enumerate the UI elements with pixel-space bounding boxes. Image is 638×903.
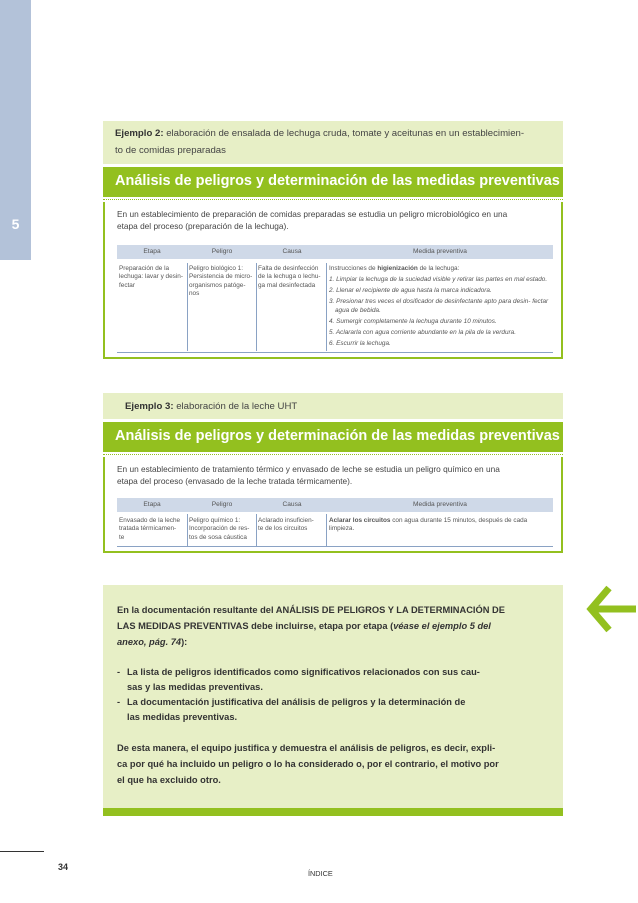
cell-peligro [189, 517, 255, 542]
header-peligro: Peligro [211, 501, 233, 508]
cell-line: Aclarado insuficien- [258, 517, 314, 524]
note-paragraph-1 [117, 602, 551, 650]
dotted-divider [103, 454, 563, 455]
example-3-section-title: Análisis de peligros y determinación de las medidas preventivas [115, 428, 560, 444]
list-line: La documentación justificativa del análisis de peligros y la determinación de [127, 697, 466, 707]
note-bottom-bar [103, 808, 563, 816]
intro-line: En un establecimiento de preparación de comidas preparadas se estudia un peligro microbiológico en una [117, 209, 508, 219]
table-bottom-rule [117, 546, 553, 547]
medida-step: 6. Escurrir la lechuga. [329, 339, 391, 347]
column-divider [326, 514, 327, 546]
note-line: ca por qué ha incluido un peligro o lo ha considerado o, por el contrario, el motivo por [117, 759, 499, 769]
header-causa: Causa [282, 248, 302, 255]
left-arrow-icon[interactable] [586, 584, 636, 634]
cell-causa [258, 265, 326, 290]
note-box [103, 585, 563, 808]
cell-line: Incorporación de res- [189, 525, 250, 533]
header-causa: Causa [282, 501, 302, 508]
cell-peligro [189, 265, 255, 299]
header-etapa: Etapa [143, 501, 161, 508]
medida-step: 1. Limpiar la lechuga de la suciedad visible y retirar las partes en mal estado. [329, 276, 548, 284]
medida-step: 4. Sumergir completamente la lechuga durante 10 minutos. [329, 317, 497, 325]
table-bottom-rule [117, 352, 553, 353]
note-line-end: ): [181, 637, 188, 647]
page-number: 34 [58, 862, 69, 872]
intro-line: En un establecimiento de tratamiento térmico y envasado de leche se estudia un peligro químico en una [117, 464, 500, 474]
medida-step: 5. Aclararla con agua corriente abundante en la pila de la verdura. [329, 328, 516, 336]
list-line: La lista de peligros identificados como significativos relacionados con sus cau- [127, 667, 480, 677]
table-header [117, 245, 553, 259]
list-line: las medidas preventivas. [127, 712, 238, 722]
example-3-intro [117, 463, 553, 487]
column-divider [256, 263, 257, 351]
cell-line: tratada térmicamen- [119, 525, 177, 533]
column-divider [187, 263, 188, 351]
cell-line: organismos patóge- [189, 281, 246, 289]
example-2-header [103, 121, 563, 164]
footer-rule [0, 851, 44, 852]
dotted-divider [103, 199, 563, 200]
medida-intro-bold: higienización [377, 265, 418, 272]
cell-line: Peligro biológico 1: [189, 265, 243, 272]
cell-line: Persistencia de micro- [189, 273, 253, 281]
list-dash: - [117, 667, 121, 677]
intro-line: etapa del proceso (preparación de la lechuga). [117, 221, 289, 231]
cell-medida [329, 265, 555, 351]
cell-line: te [119, 533, 125, 541]
example-2-label: Ejemplo 2: [115, 128, 164, 139]
note-line: LAS MEDIDAS PREVENTIVAS debe incluirse, etapa por etapa ( [117, 621, 394, 631]
header-etapa: Etapa [143, 248, 161, 255]
column-divider [326, 263, 327, 351]
cell-line: ga mal desinfectada [258, 281, 316, 289]
header-medida: Medida preventiva [413, 501, 467, 508]
note-line: En la documentación resultante del ANÁLISIS DE PELIGROS Y LA DETERMINACIÓN DE [117, 605, 505, 615]
medida-step: 2. Llenar el recipiente de agua hasta la marca indicadora. [329, 287, 492, 295]
medida-intro: Instrucciones de [329, 265, 378, 272]
example-3-section-bar [103, 422, 563, 452]
example-3-text: elaboración de la leche UHT [176, 401, 298, 412]
cell-line: Envasado de la leche [119, 517, 181, 524]
note-reference: véase el ejemplo 5 del [393, 621, 491, 631]
example-2-text-cont: to de comidas preparadas [115, 145, 226, 156]
header-medida: Medida preventiva [413, 248, 467, 255]
cell-etapa [119, 265, 185, 290]
note-line: el que ha excluido otro. [117, 775, 221, 785]
medida-text: con agua durante 15 minutos, después de cada [390, 517, 528, 524]
chapter-number: 5 [11, 216, 20, 232]
header-peligro: Peligro [211, 248, 233, 255]
list-line: sas y las medidas preventivas. [127, 682, 263, 692]
example-2-body [103, 202, 563, 359]
cell-line: de la lechuga o lechu- [258, 273, 321, 281]
index-link[interactable]: ÍNDICE [308, 869, 333, 878]
medida-intro-end: de la lechuga: [417, 265, 460, 272]
example-3-header [103, 393, 563, 419]
intro-line: etapa del proceso (envasado de la leche tratada térmicamente). [117, 476, 353, 486]
cell-etapa [119, 517, 185, 542]
note-paragraph-2 [117, 740, 551, 788]
column-divider [187, 514, 188, 546]
note-line: De esta manera, el equipo justifica y demuestra el análisis de peligros, es decir, expli- [117, 743, 496, 753]
cell-causa [258, 517, 326, 534]
note-reference-cont: anexo, pág. 74 [117, 637, 182, 647]
medida-bold: Aclarar los circuitos [329, 517, 391, 524]
list-dash: - [117, 697, 121, 707]
cell-line: lechuga: lavar y desin- [119, 273, 183, 281]
cell-line: te de los circuitos [258, 525, 308, 533]
cell-line: tos de sosa cáustica [189, 533, 247, 541]
table-header [117, 498, 553, 512]
example-2-section-bar [103, 167, 563, 197]
cell-line: Preparación de la [119, 265, 170, 272]
medida-step: 3. Presionar tres veces el dosificador de desinfectante apto para desin- fectar agua de bebida. [329, 298, 549, 314]
cell-line: Peligro químico 1: [189, 517, 241, 524]
cell-line: nos [189, 290, 200, 298]
chapter-side-tab [0, 0, 31, 260]
cell-line: fectar [119, 281, 135, 289]
example-2-section-title: Análisis de peligros y determinación de las medidas preventivas [115, 173, 560, 189]
cell-medida [329, 517, 555, 534]
note-list-item [117, 695, 551, 725]
column-divider [256, 514, 257, 546]
medida-steps [329, 276, 555, 348]
example-2-intro [117, 208, 553, 232]
example-2-text: elaboración de ensalada de lechuga cruda, tomate y aceitunas en un establecimien- [166, 128, 525, 139]
note-list-item [117, 665, 551, 695]
example-3-body [103, 457, 563, 553]
cell-line: Falta de desinfección [258, 265, 319, 272]
medida-text-cont: limpieza. [329, 525, 355, 533]
example-3-label: Ejemplo 3: [125, 401, 174, 412]
